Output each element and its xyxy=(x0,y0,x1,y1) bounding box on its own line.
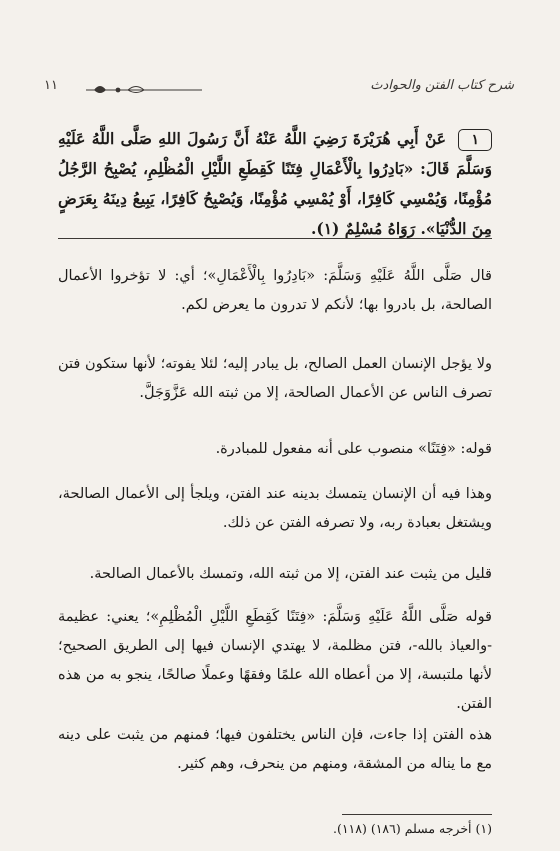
page-header xyxy=(44,78,514,102)
page-number: ١١ xyxy=(44,78,58,93)
paragraph: قوله: «فِتَنًا» منصوب على أنه مفعول للمبادرة. xyxy=(215,441,492,457)
hadith-block xyxy=(58,124,492,244)
hadith-number-badge: ١ xyxy=(458,129,492,151)
footnote-separator xyxy=(342,814,492,815)
ornament-icon xyxy=(84,82,204,98)
paragraph: قليل من يثبت عند الفتن، إلا من ثبته الله، وتمسك بالأعمال الصالحة. xyxy=(89,566,492,582)
hadith-text: عَنْ أَبِي هُرَيْرَةَ رَضِيَ اللَّهُ عَنْهُ أَنَّ رَسُولَ اللهِ صَلَّى اللَّهُ عَلَيْهِ وَسَلَّمَ قَالَ: «بَادِرُوا بِالْأَعْمَالِ فِتَنًا كَقِطَعِ اللَّيْلِ الْمُظْلِمِ، يُصْبِحُ الرَّجُلُ مُؤْمِنًا، وَيُمْسِي كَافِرًا، أَوْ يُمْسِي مُؤْمِنًا، وَيُصْبِحُ كَافِرًا، يَبِيعُ دِينَهُ بِعَرَضٍ مِنَ الدُّنْيَا». رَوَاهُ مُسْلِمٌ (١). xyxy=(58,129,492,238)
section-divider xyxy=(58,238,492,239)
footnote: (١) أخرجه مسلم (١٨٦) (١١٨). xyxy=(332,821,492,836)
paragraph: وهذا فيه أن الإنسان يتمسك بدينه عند الفتن، ويلجأ إلى الأعمال الصالحة، ويشتغل بعبادة ربه، ولا تصرفه الفتن عن ذلك. xyxy=(58,486,492,531)
running-title: شرح كتاب الفتن والحوادث xyxy=(370,78,514,93)
paragraph: قال صَلَّى اللَّهُ عَلَيْهِ وَسَلَّمَ: «بَادِرُوا بِالْأَعْمَالِ»؛ أي: لا تؤخروا الأعمال الصالحة، بل بادروا بها؛ لأنكم لا تدرون ما يعرض لكم. xyxy=(58,268,492,313)
paragraph: ولا يؤجل الإنسان العمل الصالح، بل يبادر إليه؛ لئلا يفوته؛ لأنها ستكون فتن تصرف الناس عن الأعمال الصالحة، إلا من ثبته الله عَزَّوَجَلَّ. xyxy=(58,356,492,401)
paragraph: هذه الفتن إذا جاءت، فإن الناس يختلفون فيها؛ فمنهم من يثبت على دينه مع ما يناله من المشقة، ومنهم من ينحرف، وهم كثير. xyxy=(58,727,492,772)
paragraph: قوله صَلَّى اللَّهُ عَلَيْهِ وَسَلَّمَ: «فِتَنًا كَقِطَعِ اللَّيْلِ الْمُظْلِمِ»؛ يعني: عظيمة -والعياذ بالله-، فتن مظلمة، لا يهتدي الإنسان فيها إلى الطريق الصحيح؛ لأنها ملتبسة، إلا من أعطاه الله علمًا وفقهًا وعملًا صالحًا، ينجو به من هذه الفتن. xyxy=(58,609,492,712)
